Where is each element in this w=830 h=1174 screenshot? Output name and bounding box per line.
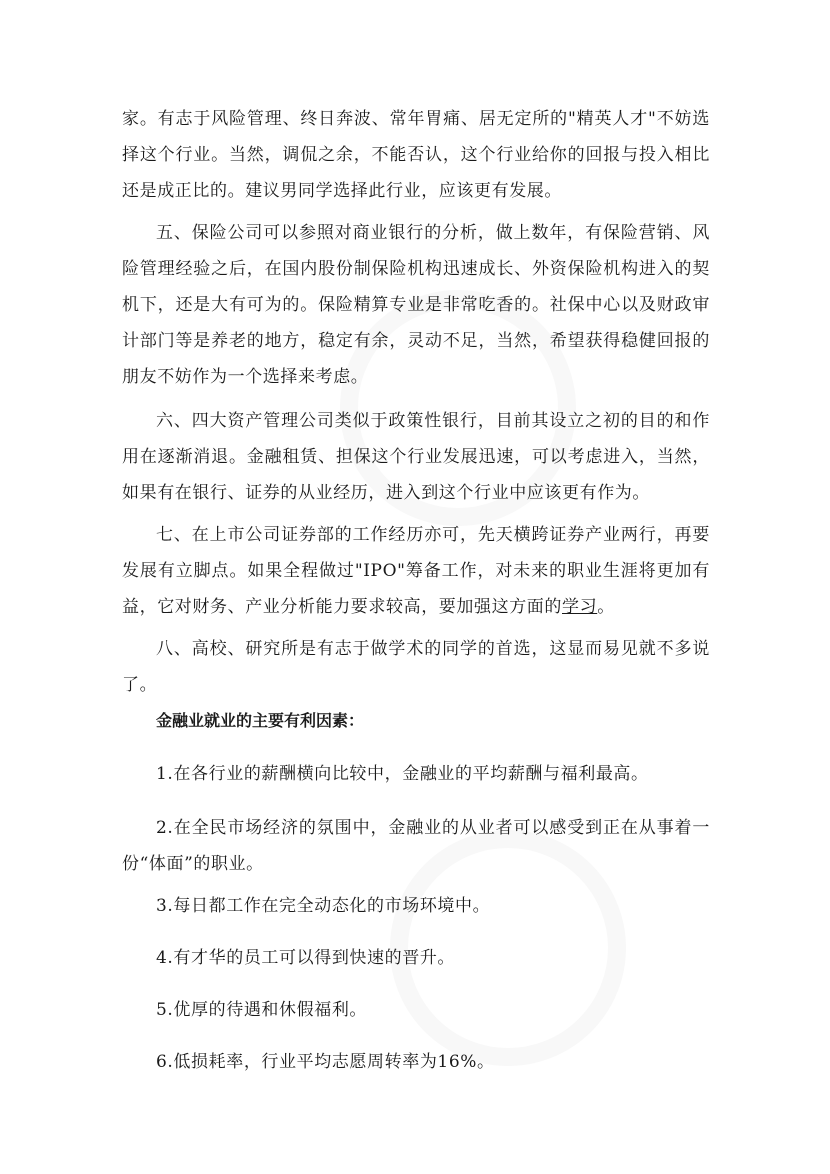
factor-item: 6.低损耗率，行业平均志愿周转率为16%。	[156, 1052, 495, 1072]
paragraph-seven	[122, 517, 710, 625]
factor-item: 5.优厚的待遇和休假福利。	[156, 1000, 368, 1020]
paragraph-insurance-tail: 家。有志于风险管理、终日奔波、常年胃痛、居无定所的"精英人才"不妨选择这个行业。当然，调侃之余，不能否认，这个行业给你的回报与投入相比还是成正比的。建议男同学选择此行业，应该更有发展。	[122, 109, 710, 201]
paragraph-seven-text: 七、在上市公司证券部的工作经历亦可，先天横跨证券产业两行，再要发展有立脚点。如果全程做过"IPO"筹备工作，对未来的职业生涯将更加有益，它对财务、产业分析能力要求较高，要加强这方面的	[122, 525, 710, 617]
factor-item: 1.在各行业的薪酬横向比较中，金融业的平均薪酬与福利最高。	[156, 764, 649, 784]
paragraph-six: 六、四大资产管理公司类似于政策性银行，目前其设立之初的目的和作用在逐渐消退。金融租赁、担保这个行业发展迅速，可以考虑进入，当然，如果有在银行、证券的从业经历，进入到这个行业中应该更有作为。	[122, 411, 710, 503]
section-heading: 金融业就业的主要有利因素：	[156, 711, 365, 730]
study-link[interactable]: 学习	[562, 597, 598, 617]
factor-item: 3.每日都工作在完全动态化的市场环境中。	[156, 896, 491, 916]
factor-item: 2.在全民市场经济的氛围中，金融业的从业者可以感受到正在从事着一份“体面”的职业。	[122, 818, 710, 874]
factor-item: 4.有才华的员工可以得到快速的晋升。	[156, 948, 456, 968]
paragraph-five: 五、保险公司可以参照对商业银行的分析，做上数年，有保险营销、风险管理经验之后，在国内股份制保险机构迅速成长、外资保险机构进入的契机下，还是大有可为的。保险精算专业是非常吃香的。社保中心以及财政审计部门等是养老的地方，稳定有余，灵动不足，当然，希望获得稳健回报的朋友不妨作为一个选择来考虑。	[122, 223, 710, 387]
paragraph-seven-end: 。	[597, 597, 615, 617]
paragraph-eight: 八、高校、研究所是有志于做学术的同学的首选，这显而易见就不多说了。	[122, 639, 710, 695]
